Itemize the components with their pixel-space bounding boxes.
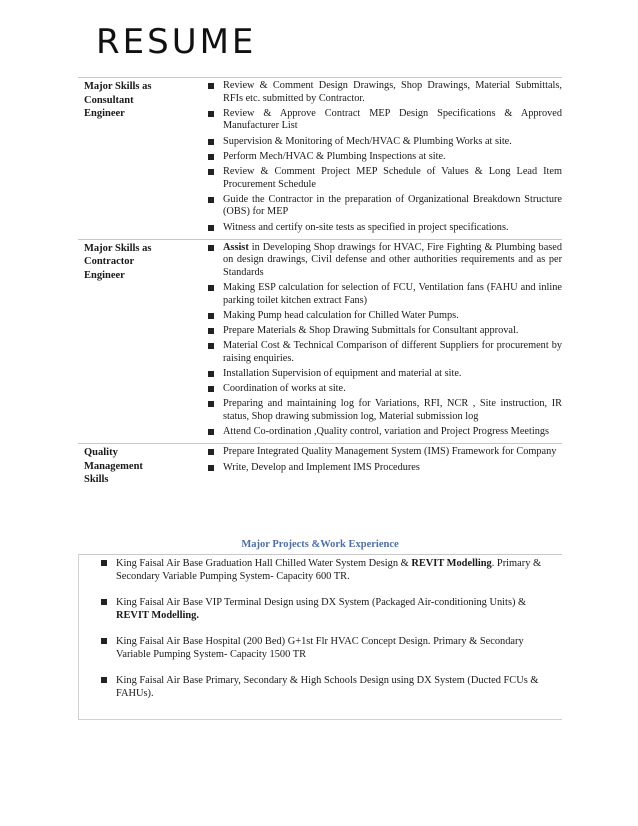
skill-category-line: Quality — [84, 447, 118, 459]
square-bullet-icon — [101, 677, 107, 683]
projects-heading-rule — [78, 554, 562, 555]
project-text: King Faisal Air Base Hospital (200 Bed) G+1st Flr HVAC Concept Design. Primary & Secondary Variable Pumping System- Capacity 1500 TR — [116, 636, 524, 660]
square-bullet-icon — [208, 465, 214, 471]
skill-text: Making ESP calculation for selection of FCU, Ventilation fans (FAHU and inline parking toilet kitchen extract Fans) — [223, 282, 562, 306]
skill-bullet-item — [208, 242, 562, 280]
skill-category-line: Contractor — [84, 256, 135, 268]
bold-keyword: Assist — [223, 241, 249, 253]
skill-text: Review & Approve Contract MEP Design Specifications & Approved Manufacturer List — [223, 107, 562, 132]
skill-text: Write, Develop and Implement IMS Procedures — [223, 461, 420, 473]
skill-text: in Developing Shop drawings for HVAC, Fire Fighting & Plumbing based on design drawings, Civil defense and other authorities requirements and as per Standards — [223, 241, 562, 278]
skill-bullet-item — [208, 462, 562, 475]
skill-bullet-item — [208, 340, 562, 365]
skill-text: Guide the Contractor in the preparation of Organizational Breakdown Structure (OBS) for MEP — [223, 193, 562, 218]
skill-bullet-list — [208, 446, 562, 474]
skill-bullet-item — [208, 398, 562, 423]
skill-category-line: Skills — [84, 474, 109, 486]
project-item — [101, 674, 551, 700]
skill-bullet-item — [208, 368, 562, 381]
skill-items-cell — [204, 78, 562, 240]
skill-bullet-item — [208, 282, 562, 307]
square-bullet-icon — [208, 449, 214, 455]
skill-section-row — [78, 444, 562, 487]
skill-text: Review & Comment Design Drawings, Shop Drawings, Material Submittals, RFIs etc. submitted by Contractor. — [223, 80, 562, 104]
skill-bullet-list — [208, 242, 562, 439]
square-bullet-icon — [208, 169, 214, 175]
skill-category-line: Management — [84, 460, 143, 472]
square-bullet-icon — [208, 401, 214, 407]
square-bullet-icon — [101, 599, 107, 605]
project-item — [101, 557, 551, 583]
square-bullet-icon — [208, 83, 214, 89]
skill-text: Making Pump head calculation for Chilled Water Pumps. — [223, 309, 459, 321]
square-bullet-icon — [208, 328, 214, 334]
skill-bullet-item — [208, 222, 562, 235]
square-bullet-icon — [208, 225, 214, 231]
project-item — [101, 635, 551, 661]
skill-category-line: Major Skills as — [84, 242, 152, 254]
project-text: King Faisal Air Base Primary, Secondary & High Schools Design using DX System (Ducted FCUs & FAHUs). — [116, 675, 539, 699]
square-bullet-icon — [101, 638, 107, 644]
square-bullet-icon — [101, 560, 107, 566]
project-item — [101, 596, 551, 622]
square-bullet-icon — [208, 343, 214, 349]
skill-bullet-item — [208, 426, 562, 439]
square-bullet-icon — [208, 154, 214, 160]
skill-text: Supervision & Monitoring of Mech/HVAC & Plumbing Works at site. — [223, 135, 512, 147]
skill-text: Attend Co-ordination ,Quality control, variation and Project Progress Meetings — [223, 426, 550, 438]
skill-text: Preparing and maintaining log for Variations, RFI, NCR , Site instruction, IR status, Shop drawing submission log, Material submission log — [223, 398, 562, 422]
skill-bullet-item — [208, 108, 562, 133]
skill-text: Prepare Integrated Quality Management System (IMS) Framework for Company — [223, 446, 557, 458]
square-bullet-icon — [208, 197, 214, 203]
skill-bullet-item — [208, 383, 562, 396]
skill-category-line: Engineer — [84, 269, 125, 281]
skill-category — [78, 78, 204, 240]
resume-title: RESUME — [96, 22, 257, 62]
skill-items-cell — [204, 444, 562, 487]
project-bold-keyword: REVIT Modelling. — [116, 610, 199, 621]
skill-text: Review & Comment Project MEP Schedule of Values & Long Lead Item Procurement Schedule — [223, 165, 562, 190]
skill-category-line: Consultant — [84, 94, 134, 106]
skill-text: Coordination of works at site. — [223, 383, 346, 395]
projects-list — [101, 557, 551, 713]
projects-heading: Major Projects &Work Experience — [241, 539, 399, 550]
square-bullet-icon — [208, 386, 214, 392]
skill-category — [78, 239, 204, 444]
skill-bullet-item — [208, 325, 562, 338]
skill-bullet-list — [208, 80, 562, 234]
skill-category — [78, 444, 204, 487]
skill-bullet-item — [208, 151, 562, 164]
skill-text: Material Cost & Technical Comparison of different Suppliers for procurement by raising enquiries. — [223, 340, 562, 364]
skill-text: Installation Supervision of equipment and material at site. — [223, 368, 462, 379]
skill-bullet-item — [208, 166, 562, 191]
skill-items-cell — [204, 239, 562, 444]
skill-category-line: Engineer — [84, 108, 125, 119]
skill-text: Perform Mech/HVAC & Plumbing Inspections at site. — [223, 150, 446, 162]
square-bullet-icon — [208, 313, 214, 319]
skills-table — [78, 77, 562, 487]
skill-text: Prepare Materials & Shop Drawing Submittals for Consultant approval. — [223, 325, 519, 337]
square-bullet-icon — [208, 285, 214, 291]
project-bold-keyword: REVIT Modelling — [411, 558, 492, 569]
projects-bottom-rule — [78, 719, 562, 720]
square-bullet-icon — [208, 245, 214, 251]
square-bullet-icon — [208, 111, 214, 117]
skill-text: Witness and certify on-site tests as specified in project specifications. — [223, 221, 509, 233]
skill-bullet-item — [208, 136, 562, 149]
skill-section-row — [78, 239, 562, 444]
skill-bullet-item — [208, 446, 562, 459]
square-bullet-icon — [208, 429, 214, 435]
projects-left-border — [78, 554, 79, 719]
skill-bullet-item — [208, 310, 562, 323]
square-bullet-icon — [208, 139, 214, 145]
project-text: King Faisal Air Base VIP Terminal Design using DX System (Packaged Air-conditioning Units) & — [116, 597, 527, 608]
project-text: King Faisal Air Base Graduation Hall Chilled Water System Design & — [116, 558, 412, 569]
project-text-tail: . Primary & Secondary Variable Pumping System- Capacity 600 TR. — [116, 558, 542, 582]
skill-section-row — [78, 78, 562, 240]
skill-category-line: Major Skills as — [84, 81, 152, 92]
skill-bullet-item — [208, 194, 562, 219]
skill-bullet-item — [208, 80, 562, 105]
square-bullet-icon — [208, 371, 214, 377]
